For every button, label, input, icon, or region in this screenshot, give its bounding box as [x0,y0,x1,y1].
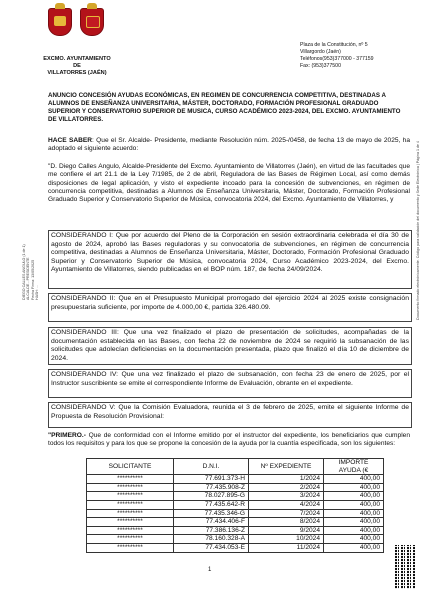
cell-solicitante: ********** [87,543,174,552]
considerando-3-box [48,327,412,365]
considerando-5-box [48,402,412,428]
cell-dni: 77.435.642-R [174,500,249,509]
cell-dni: 77.435.908-Z [174,483,249,492]
considerando-2: CONSIDERANDO II: Que en el Presupuesto Municipal prorrogado del ejercicio 2024 al 2025 existe consignación presupuestaria suficiente, por importe de 4.000,00 €, partida 326.480.09. [51,295,409,311]
cell-solicitante: ********** [87,518,174,527]
address-phones: Teléfonos(953)377000 - 377159 [300,56,374,62]
resolution-paragraph: "D. Diego Calles Angulo, Alcalde-Presidente del Excmo. Ayuntamiento de Villatorres (Jaén), en virtud de las facultades que me confiere el art 21.1 de la Ley 7/1985, de 2 de abril, Reguladora de las Bases de Régimen Local, así como demás disposiciones de legal aplicación, y visto el expediente incoado para la concesión de subvenciones, en régimen de concurrencia competitiva, destinadas a Alumnos de Enseñanza Universitaria, Máster, Doctorado, Formación Profesional Graduado Superior y Conservatorio Superior de Música, convocatoria 2024, del Excmo. Ayuntamiento de Villatorres, y [48,163,410,204]
considerando-4-box [48,369,412,398]
cell-solicitante: ********** [87,483,174,492]
address-fax: Fax: (953)377500 [300,63,341,69]
primero-paragraph [48,432,410,449]
primero-text: Que de conformidad con el Informe emitido por el instructor del expediente, los beneficiarios que cumplen todos los requisitos y para los que se propone la concesión de la ayuda por la cuantía especificada, son los siguientes: [48,432,410,448]
org-line-2: DE [73,63,81,69]
address-town: Villargordo (Jaén) [300,49,341,55]
hace-saber [48,137,410,154]
cell-expediente: 8/2024 [249,518,324,527]
cell-expediente: 2/2024 [249,483,324,492]
cell-dni: 77.386.136-Z [174,526,249,535]
address-block [300,42,410,70]
considerando-1-box [48,230,412,289]
signer-role: ALCALDE - PRESIDENTE [26,257,31,300]
cell-importe: 400,00 [324,535,384,544]
cell-importe: 400,00 [324,483,384,492]
org-line-1: EXCMO. AYUNTAMIENTO [43,56,111,62]
table-row [87,500,384,509]
organization-name [38,56,116,77]
considerando-2-box [48,293,412,322]
cell-expediente: 10/2024 [249,535,324,544]
document-title: ANUNCIO CONCESIÓN AYUDAS ECONÓMICAS, EN REGIMEN DE CONCURRENCIA COMPETITIVA, DESTINADAS A ALUMNOS DE ENSEÑANZA UNIVERSITARIA, MÁSTER, DOCTORADO, FORMACIÓN PROFESIONAL GRADUADO SUPERIOR Y CONSERVATORIO SUPERIOR DE MUSICA, CURSO ACADÉMICO 2023-2024, DEL EXCMO. AYUNTAMIENTO DE VILLATORRES. [48,92,401,123]
considerando-1: CONSIDERANDO I: Que por acuerdo del Pleno de la Corporación en sesión extraordinaria celebrada el día 30 de agosto de 2024, aprobó las Bases reguladoras y su convocatoria de subvenciones, en régimen de concurrencia competitiva, destinadas a Alumnos de Enseñanza Universitaria, Máster, Doctorado, Formación Profesional Graduado Superior y Conservatorio Superior de Música, convocatoria 2024, Curso Académico 2023-2024, del Excmo. Ayuntamiento de Villatorres, siendo publicadas en el BOP núm. 187, de fecha 24/09/2024. [51,232,409,273]
cell-importe: 400,00 [324,509,384,518]
org-line-3: VILLATORRES (JAÉN) [47,70,107,76]
cell-solicitante: ********** [87,500,174,509]
cell-expediente: 4/2024 [249,500,324,509]
signature-stamp [22,244,39,300]
cell-expediente: 3/2024 [249,492,324,501]
signature-hash: HASH: ... [34,285,39,300]
cell-solicitante: ********** [87,509,174,518]
hace-saber-label: HACE SABER [48,137,93,144]
cell-importe: 400,00 [324,475,384,484]
municipal-crest-left [48,8,72,36]
table-row [87,475,384,484]
cell-dni: 78.160.328-A [174,535,249,544]
table-row [87,543,384,552]
cell-expediente: 7/2024 [249,509,324,518]
cell-expediente: 9/2024 [249,526,324,535]
table-row [87,535,384,544]
table-row [87,509,384,518]
cell-importe: 400,00 [324,543,384,552]
considerando-4: CONSIDERANDO IV: Que una vez finalizado el plazo de subsanación, con fecha 23 de enero de 2025, por el Instructor suscribiente se emite el correspondiente Informe de Evaluación, obrante en el expediente. [51,371,409,387]
validation-text: Documento firmado electrónicamente. Código para validación del documento y Sede Electrónica | Página 1 de 4 [416,141,420,320]
cell-dni: 77.691.373-H [174,475,249,484]
col-expediente: Nº EXPEDIENTE [249,459,324,475]
cell-importe: 400,00 [324,518,384,527]
hace-saber-text: : Que el Sr. Alcalde- Presidente, mediante Resolución núm. 2025-/0458, de fecha 13 de mayo de 2025, ha adoptado el siguiente acuerdo: [48,137,410,153]
primero-label: "PRIMERO.- [48,432,86,439]
municipal-crest-right [80,8,104,36]
table-row [87,518,384,527]
cell-expediente: 1/2024 [249,475,324,484]
cell-solicitante: ********** [87,535,174,544]
address-street: Plaza de la Constitución, nº 5 [300,42,368,48]
cell-importe: 400,00 [324,492,384,501]
table-row [87,492,384,501]
table-body [87,475,384,552]
cell-dni: 78.027.895-G [174,492,249,501]
cell-importe: 400,00 [324,526,384,535]
table-row [87,483,384,492]
col-solicitante: SOLICITANTE [87,459,174,475]
cell-dni: 77.434.053-E [174,543,249,552]
page-number: 1 [208,567,212,573]
signature-date: Fecha Firma: 13/05/2025 [30,259,35,300]
considerando-3: CONSIDERANDO III: Que una vez finalizado el plazo de presentación de solicitudes, acompañadas de la documentación establecida en las Bases, con fecha 22 de noviembre de 2024 se requirió la subsanación de las solicitudes que adolecían deficiencias en la documentación presentada, plazo que finalizó el día 10 de diciembre de 2024. [51,329,409,362]
cell-solicitante: ********** [87,526,174,535]
considerando-5: CONSIDERANDO V: Que la Comisión Evaluadora, reunida el 3 de febrero de 2025, emite el siguiente Informe de Propuesta de Resolución Provisional: [51,404,409,420]
cell-dni: 77.434.406-F [174,518,249,527]
cell-solicitante: ********** [87,492,174,501]
table-header-row [87,459,384,475]
cell-dni: 77.435.346-G [174,509,249,518]
col-dni: D.N.I. [174,459,249,475]
table-row [87,526,384,535]
cell-expediente: 11/2024 [249,543,324,552]
qr-code-overlay [395,545,415,589]
col-importe: IMPORTE AYUDA (€ [324,459,384,475]
cell-solicitante: ********** [87,475,174,484]
cell-importe: 400,00 [324,500,384,509]
beneficiaries-table [86,458,384,553]
signer-name: DIEGO CALLES ANGULO (1 de 1) [22,244,26,300]
